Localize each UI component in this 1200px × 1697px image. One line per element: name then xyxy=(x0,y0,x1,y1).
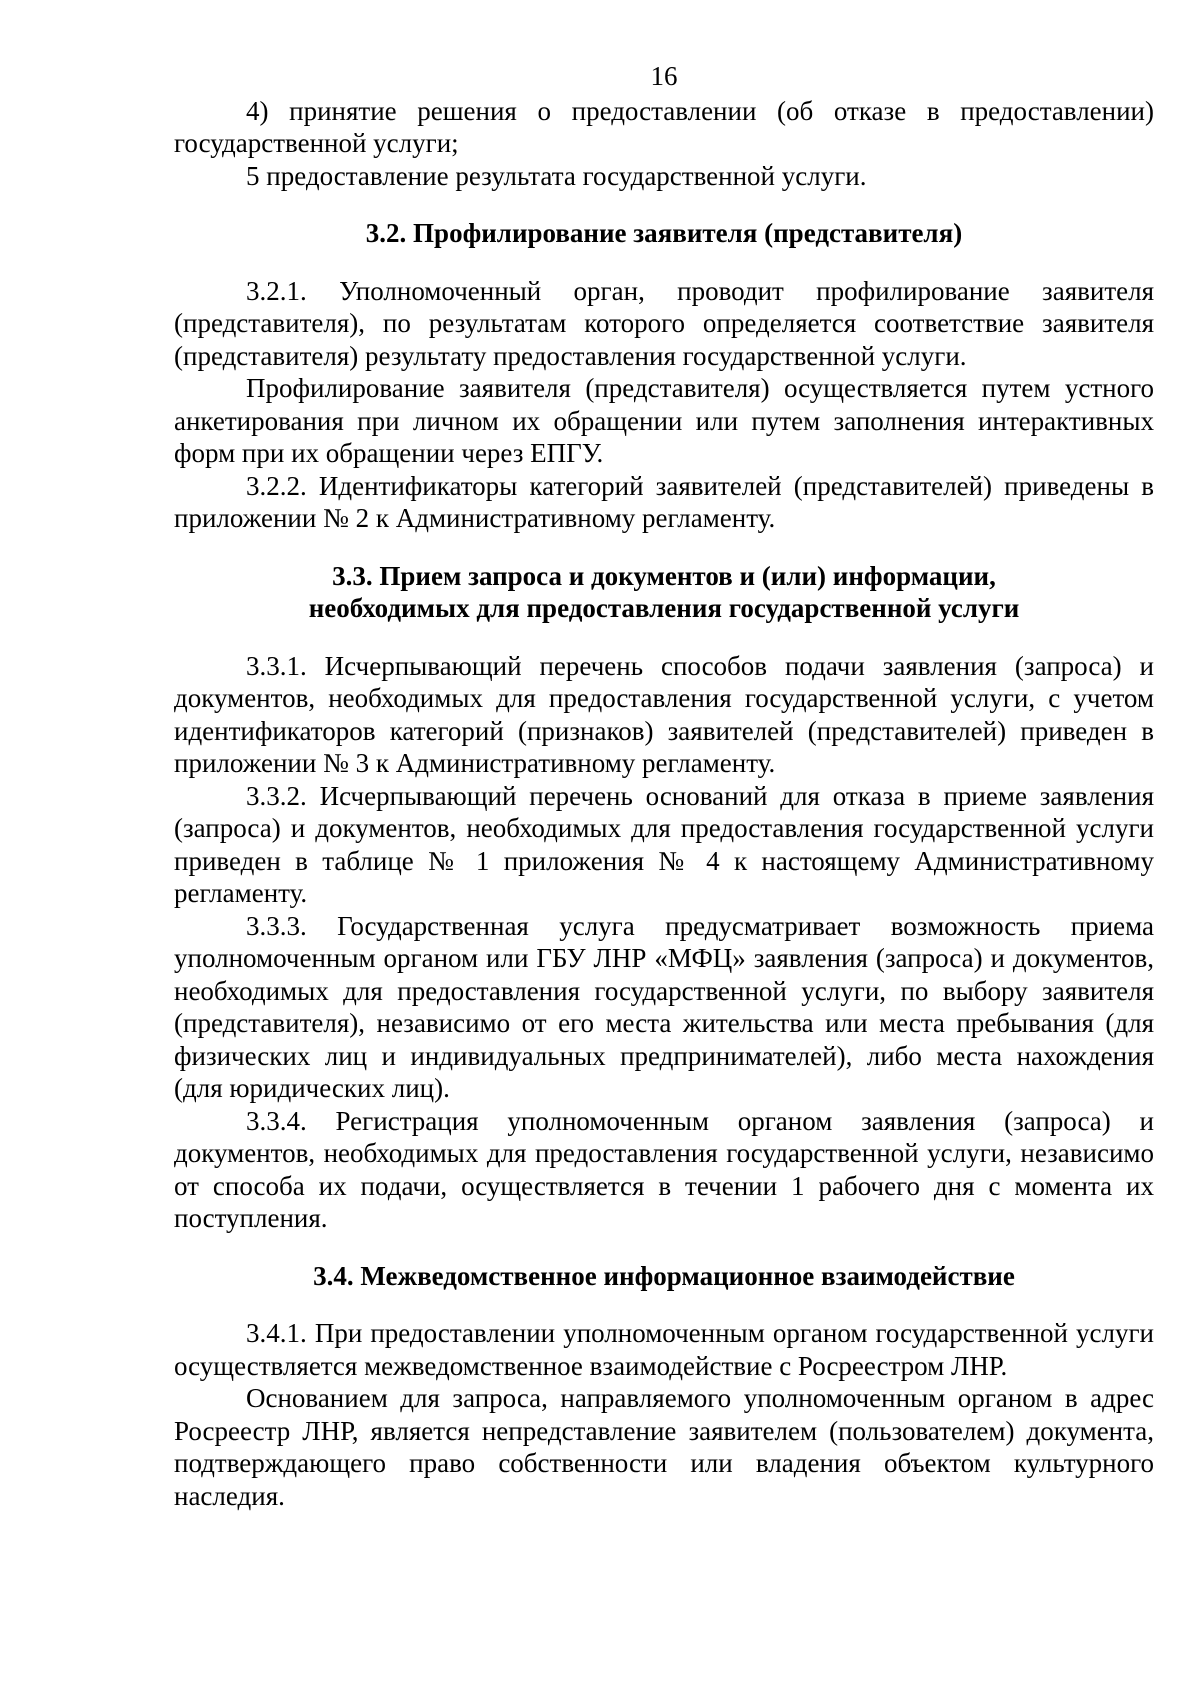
paragraph-3-2-1: 3.2.1. Уполномоченный орган, проводит профилирование заявителя (представителя), по результатам которого определяется соответствие заявителя (представителя) результату предоставления государственной услуги. xyxy=(174,275,1154,371)
paragraph-3-4-1: 3.4.1. При предоставлении уполномоченным органом государственной услуги осуществляется межведомственное взаимодействие с Росреестром ЛНР. xyxy=(174,1318,1154,1381)
paragraph-3-3-2: 3.3.2. Исчерпывающий перечень оснований для отказа в приеме заявления (запроса) и документов, необходимых для предоставления государственной услуги приведен в таблице № 1 приложения № 4 к настоящему Административному регламенту. xyxy=(174,780,1154,908)
paragraph-3-3-3: 3.3.3. Государственная услуга предусматривает возможность приема уполномоченным органом или ГБУ ЛНР «МФЦ» заявления (запроса) и документов, необходимых для предоставления государственной услуги, по выбору заявителя (представителя), независимо от его места жительства или места пребывания (для физических лиц и индивидуальных предпринимателей), либо места нахождения (для юридических лиц). xyxy=(174,910,1154,1103)
section-heading-3-3 xyxy=(174,560,1154,625)
section-heading-3-3-line1: 3.3. Прием запроса и документов и (или) информации, xyxy=(332,560,996,591)
section-heading-3-2: 3.2. Профилирование заявителя (представителя) xyxy=(365,218,963,248)
document-page xyxy=(174,60,1154,1512)
paragraph-3-3-4: 3.3.4. Регистрация уполномоченным органом заявления (запроса) и документов, необходимых для предоставления государственной услуги, независимо от способа их подачи, осуществляется в течении 1 рабочего дня с момента их поступления. xyxy=(174,1105,1154,1233)
paragraph-3-2-profiling: Профилирование заявителя (представителя) осуществляется путем устного анкетирования при личном их обращении или путем заполнения интерактивных форм при их обращении через ЕПГУ. xyxy=(174,373,1154,468)
section-heading-3-4: 3.4. Межведомственное информационное взаимодействие xyxy=(313,1260,1015,1291)
paragraph-3-2-2: 3.2.2. Идентификаторы категорий заявителей (представителей) приведены в приложении № 2 к Административному регламенту. xyxy=(174,470,1154,533)
paragraph-intro-4: 4) принятие решения о предоставлении (об отказе в предоставлении) государственной услуги; xyxy=(174,95,1154,158)
page-number: 16 xyxy=(650,61,678,91)
paragraph-intro-5: 5 предоставление результата государственной услуги. xyxy=(246,160,867,191)
paragraph-3-3-1: 3.3.1. Исчерпывающий перечень способов подачи заявления (запроса) и документов, необходимых для предоставления государственной услуги, с учетом идентификаторов категорий (признаков) заявителей (представителей) приведен в приложении № 3 к Административному регламенту. xyxy=(174,650,1154,778)
paragraph-3-4-basis: Основанием для запроса, направляемого уполномоченным органом в адрес Росреестр ЛНР, является непредставление заявителем (пользователем) документа, подтверждающего право собственности или владения объектом культурного наследия. xyxy=(174,1383,1154,1511)
section-heading-3-3-line2: необходимых для предоставления государственной услуги xyxy=(308,593,1020,623)
